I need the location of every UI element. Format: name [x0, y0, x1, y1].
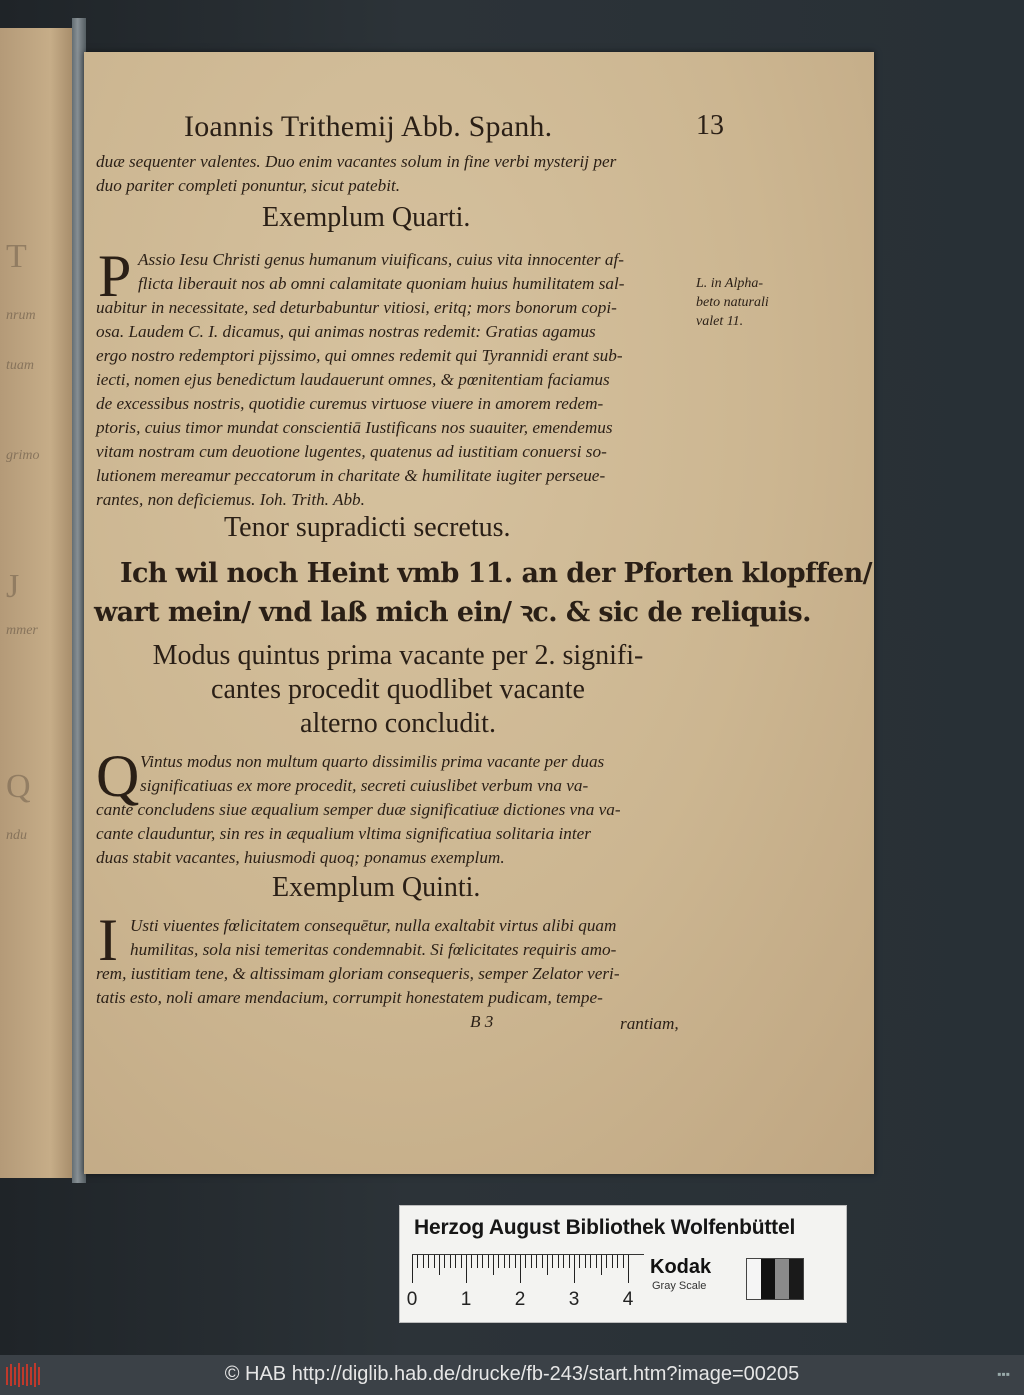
text-line: duas stabit vacantes, huiusmodi quoq; ponamus exemplum. — [96, 848, 505, 867]
library-scale-strip — [399, 1205, 847, 1323]
ruler-tick — [563, 1255, 564, 1268]
ruler-number: 0 — [406, 1289, 418, 1310]
text-line: ptoris, cuius timor mundat conscientiā Iustificans nos suauiter, emendemus — [96, 418, 613, 437]
kodak-logo: Kodak — [650, 1256, 712, 1278]
ruler-tick — [428, 1255, 429, 1268]
text-line: lutionem mereamur peccatorum in charitate & humilitate iugiter perseue- — [96, 466, 606, 485]
ruler-tick — [590, 1255, 591, 1268]
ruler-tick — [552, 1255, 553, 1268]
ruler-tick — [617, 1255, 618, 1268]
text-line: vitam nostram cum deuotione lugentes, quatenus ad iustitiam conuersi so- — [96, 442, 607, 461]
ruler-tick — [477, 1255, 478, 1268]
text-line: tatis esto, noli amare mendacium, corrumpit honestatem pudicam, tempe- — [96, 988, 603, 1007]
running-head — [184, 110, 724, 150]
ruler-tick — [412, 1255, 413, 1283]
ruler-tick — [612, 1255, 613, 1268]
ruler-number: 2 — [514, 1289, 526, 1310]
catchword: rantiam, — [620, 1014, 679, 1033]
gray-scale-swatch — [746, 1258, 804, 1300]
ruler-tick — [596, 1255, 597, 1268]
ruler-tick — [569, 1255, 570, 1268]
ruler-tick — [601, 1255, 602, 1275]
book-page — [84, 52, 874, 1174]
ruler-tick — [504, 1255, 505, 1268]
text-line: Assio Iesu Christi genus humanum viuificans, cuius vita innocenter af- — [138, 250, 624, 269]
fraktur-line: Ich wil noch Heint vmb 11. an der Pforten klopffen/ — [120, 558, 872, 589]
ruler-tick — [450, 1255, 451, 1268]
ruler-tick — [520, 1255, 521, 1283]
ruler-number: 1 — [460, 1289, 472, 1310]
ruler-tick — [623, 1255, 624, 1268]
signature-mark: B 3 — [470, 1012, 494, 1031]
ruler-tick — [547, 1255, 548, 1275]
ruler-tick — [482, 1255, 483, 1268]
ruler-tick — [461, 1255, 462, 1268]
text-line: osa. Laudem C. I. dicamus, qui animas nostras redemit: Gratias agamus — [96, 322, 596, 341]
viewer-footer — [0, 1355, 1024, 1395]
ruler-tick — [434, 1255, 435, 1268]
marginal-line: L. in Alpha- — [696, 276, 764, 291]
ruler-tick — [493, 1255, 494, 1275]
kodak-subtitle: Gray Scale — [652, 1280, 707, 1292]
ruler-tick — [444, 1255, 445, 1268]
ruler-tick — [628, 1255, 629, 1283]
section-heading: Tenor supradicti secretus. — [224, 512, 511, 543]
drop-cap: P — [98, 243, 132, 309]
ruler-tick — [542, 1255, 543, 1268]
ruler-tick — [558, 1255, 559, 1268]
facing-page-edge: T nrum tuam grimo J mmer Q ndu — [0, 28, 72, 1178]
text-line: iecti, nomen ejus benedictum laudauerunt omnes, & pœnitentiam faciamus — [96, 370, 610, 389]
ruler-tick — [536, 1255, 537, 1268]
ruler-tick — [579, 1255, 580, 1268]
ruler-tick — [417, 1255, 418, 1268]
section-heading: Modus quintus prima vacante per 2. signifi- — [152, 640, 644, 671]
copyright-url: © HAB http://diglib.hab.de/drucke/fb-243/start.htm?image=00205 — [224, 1363, 800, 1385]
footer-mark: ▪▪▪ — [997, 1367, 1010, 1381]
marginal-note — [696, 274, 769, 331]
text-line: humilitas, sola nisi temeritas condemnabit. Si fœlicitates requiris amo- — [130, 940, 617, 959]
ruler-tick — [466, 1255, 467, 1283]
text-line: duo pariter completi ponuntur, sicut patebit. — [96, 176, 401, 195]
text-line: cante concludens siue æqualium semper duæ significatiuæ dictiones vna va- — [96, 800, 621, 819]
text-line: rem, iustitiam tene, & altissimam gloriam consequeris, semper Zelator veri- — [96, 964, 620, 983]
section-heading: alterno concludit. — [300, 708, 496, 739]
ruler-tick — [471, 1255, 472, 1268]
text-line: uabitur in necessitate, sed deturbabuntur vitiosi, eritq; mors bonorum copi- — [96, 298, 617, 317]
ruler-number: 4 — [622, 1289, 634, 1310]
text-line: cante clauduntur, sin res in æqualium vltima significatiua solitaria inter — [96, 824, 591, 843]
section-heading: Exemplum Quarti. — [262, 202, 471, 233]
ruler-tick — [455, 1255, 456, 1268]
ruler-tick — [515, 1255, 516, 1268]
text-line: Vintus modus non multum quarto dissimilis prima vacante per duas — [140, 752, 605, 771]
ruler-tick — [525, 1255, 526, 1268]
text-line: duæ sequenter valentes. Duo enim vacantes solum in fine verbi mysterij per — [96, 152, 617, 171]
text-line: Usti viuentes fœlicitatem consequētur, nulla exaltabit virtus alibi quam — [130, 916, 617, 935]
section-heading: cantes procedit quodlibet vacante — [211, 674, 585, 705]
ruler-tick — [585, 1255, 586, 1268]
ruler-tick — [606, 1255, 607, 1268]
drop-cap: I — [98, 907, 118, 973]
ruler — [406, 1254, 644, 1310]
ruler-tick — [531, 1255, 532, 1268]
ruler-tick — [488, 1255, 489, 1268]
ruler-number: 3 — [568, 1289, 580, 1310]
ruler-tick — [509, 1255, 510, 1268]
text-line: ergo nostro redemptori pijssimo, qui omnes redemit qui Tyrannidi erant sub- — [96, 346, 623, 365]
marginal-line: valet 11. — [696, 314, 744, 329]
text-line: significatiuas ex more procedit, secreti cuiuslibet verbum vna va- — [140, 776, 589, 795]
text-line: de excessibus nostris, quotidie curemus virtuose viuere in amorem redem- — [96, 394, 604, 413]
text-line: flicta liberauit nos ab omni calamitate quoniam huius humilitatem sal- — [138, 274, 625, 293]
ruler-tick — [423, 1255, 424, 1268]
drop-cap: Q — [96, 743, 140, 809]
library-name: Herzog August Bibliothek Wolfenbüttel — [414, 1216, 796, 1239]
ruler-tick — [439, 1255, 440, 1275]
marginal-line: beto naturali — [696, 295, 769, 310]
section-heading: Exemplum Quinti. — [272, 872, 481, 903]
text-line: rantes, non deficiemus. Ioh. Trith. Abb. — [96, 490, 365, 509]
running-head-title: Ioannis Trithemij Abb. Spanh. — [184, 110, 553, 143]
ruler-tick — [574, 1255, 575, 1283]
fraktur-line: wart mein/ vnd laß mich ein/ ꝛc. & sic de reliquis. — [94, 597, 811, 628]
page-number: 13 — [696, 110, 724, 141]
ruler-tick — [498, 1255, 499, 1268]
